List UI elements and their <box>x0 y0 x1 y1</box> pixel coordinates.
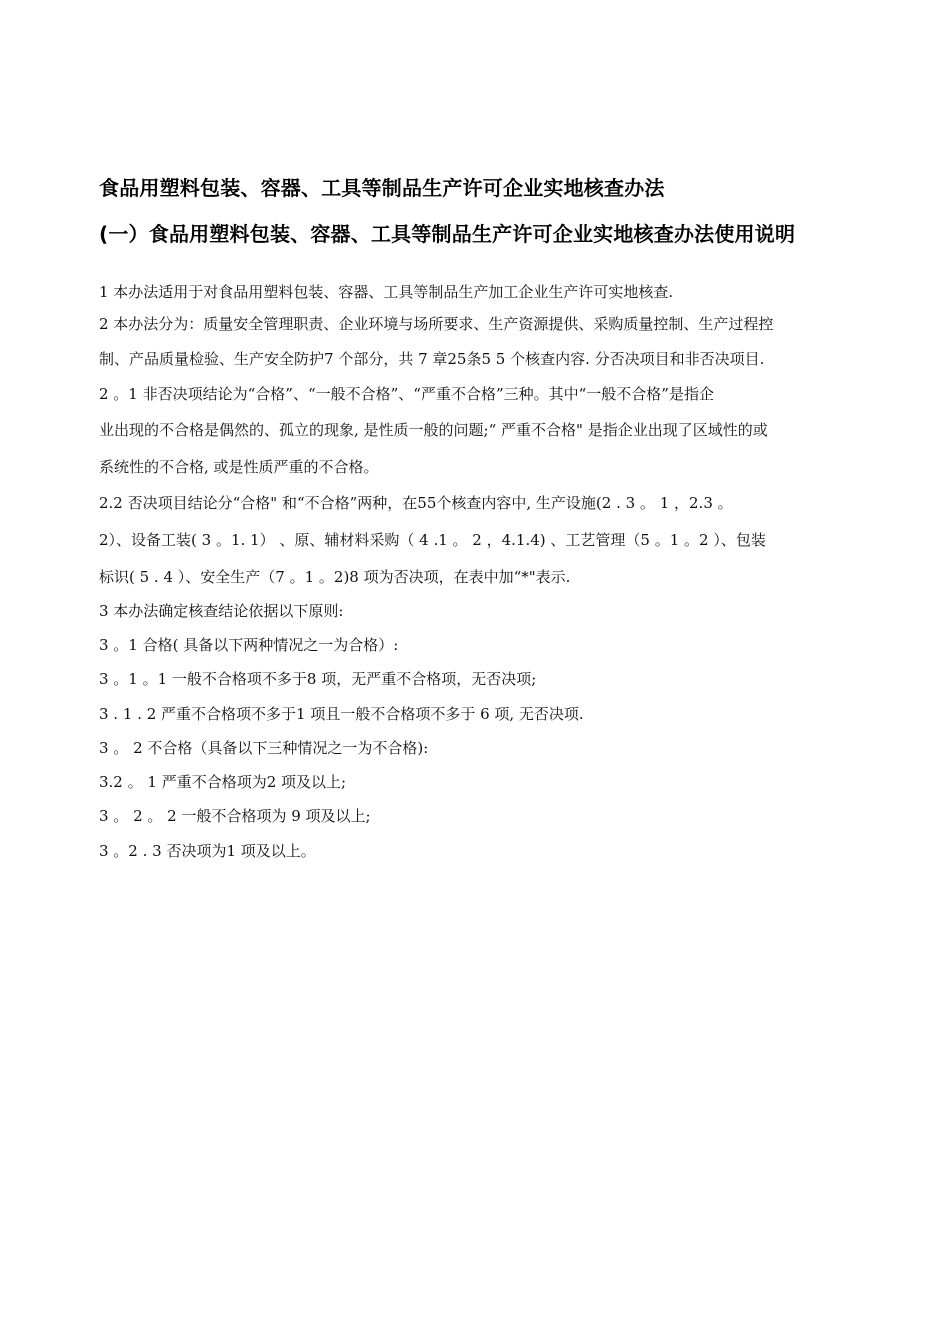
document-title: 食品用塑料包装、容器、工具等制品生产许可企业实地核查办法 <box>99 176 665 200</box>
text-line: 2）、设备工装( 3 。1. 1） 、原、辅材料采购（ 4 .1 。 2 ，4.1.4) 、工艺管理（5 。1 。2 ）、包装 <box>99 531 766 549</box>
text-line: 3 。 2 不合格（具备以下三种情况之一为不合格): <box>99 739 429 757</box>
text-line: 业出现的不合格是偶然的、孤立的现象, 是性质一般的问题;“ 严重不合格" 是指企业出现了区域性的或 <box>99 421 768 439</box>
text-line: 系统性的不合格, 或是性质严重的不合格。 <box>99 458 379 476</box>
text-line: 2 本办法分为：质量安全管理职责、企业环境与场所要求、生产资源提供、采购质量控制、生产过程控 <box>99 315 774 333</box>
text-line: 3 。 2 。 2 一般不合格项为 9 项及以上; <box>99 807 371 825</box>
text-line: 3 。1 。1 一般不合格项不多于8 项，无严重不合格项，无否决项; <box>99 670 537 688</box>
document-subtitle: (一）食品用塑料包装、容器、工具等制品生产许可企业实地核查办法使用说明 <box>99 222 796 246</box>
text-line: 3 。1 合格( 具备以下两种情况之一为合格）: <box>99 636 399 654</box>
text-line: 2 。1 非否决项结论为“合格”、“一般不合格”、“严重不合格”三种。其中“一般不合格”是指企 <box>99 385 714 403</box>
text-line: 3 。2 . 3 否决项为1 项及以上。 <box>99 842 316 860</box>
text-line: 1 本办法适用于对食品用塑料包装、容器、工具等制品生产加工企业生产许可实地核查. <box>99 283 674 301</box>
text-line: 2.2 否决项目结论分“合格" 和“不合格”两种，在55个核查内容中, 生产设施(2 . 3 。 1 ，2.3 。 <box>99 494 733 512</box>
text-line: 3 . 1 . 2 严重不合格项不多于1 项且一般不合格项不多于 6 项, 无否决项. <box>99 705 584 723</box>
text-line: 3 本办法确定核查结论依据以下原则: <box>99 602 344 620</box>
text-line: 标识( 5 . 4 ）、安全生产（7 。1 。2)8 项为否决项，在表中加“*"表示. <box>99 568 571 586</box>
text-line: 3.2 。 1 严重不合格项为2 项及以上; <box>99 773 347 791</box>
text-line: 制、产品质量检验、生产安全防护7 个部分，共 7 章25条5 5 个核查内容. 分否决项目和非否决项目. <box>99 350 765 368</box>
